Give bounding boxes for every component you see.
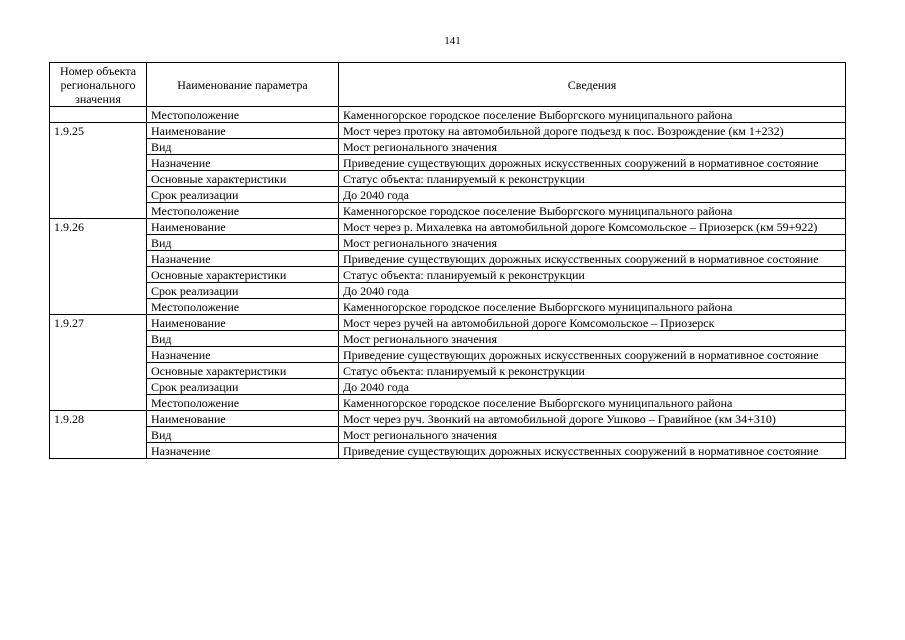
details-cell: Статус объекта: планируемый к реконструкции [339, 363, 846, 379]
table-row [50, 235, 846, 251]
header-object-number: Номер объекта регионального значения [50, 63, 147, 107]
details-cell: Приведение существующих дорожных искусственных сооружений в нормативное состояние [339, 155, 846, 171]
details-cell: Приведение существующих дорожных искусственных сооружений в нормативное состояние [339, 251, 846, 267]
parameter-cell: Вид [147, 139, 339, 155]
table-row [50, 347, 846, 363]
parameter-cell: Местоположение [147, 107, 339, 123]
details-cell: Мост через руч. Звонкий на автомобильной дороге Ушково – Гравийное (км 34+310) [339, 411, 846, 427]
details-cell: Мост регионального значения [339, 235, 846, 251]
parameter-cell: Наименование [147, 123, 339, 139]
parameter-cell: Срок реализации [147, 283, 339, 299]
parameter-cell: Назначение [147, 251, 339, 267]
details-cell: Мост регионального значения [339, 331, 846, 347]
details-cell: Каменногорское городское поселение Выборгского муниципального района [339, 203, 846, 219]
table-row [50, 187, 846, 203]
details-cell: Мост регионального значения [339, 139, 846, 155]
object-number-cell: 1.9.25 [50, 123, 147, 219]
details-cell: Мост через ручей на автомобильной дороге Комсомольское – Приозерск [339, 315, 846, 331]
object-number-cell: 1.9.26 [50, 219, 147, 315]
parameter-cell: Наименование [147, 315, 339, 331]
parameter-cell: Местоположение [147, 395, 339, 411]
details-cell: Статус объекта: планируемый к реконструкции [339, 171, 846, 187]
details-cell: Мост регионального значения [339, 427, 846, 443]
parameter-cell: Местоположение [147, 203, 339, 219]
details-cell: Приведение существующих дорожных искусственных сооружений в нормативное состояние [339, 347, 846, 363]
table-row [50, 267, 846, 283]
table-row [50, 299, 846, 315]
parameter-cell: Вид [147, 427, 339, 443]
details-cell: Каменногорское городское поселение Выборгского муниципального района [339, 395, 846, 411]
table-row [50, 283, 846, 299]
table-row [50, 315, 846, 331]
parameter-cell: Основные характеристики [147, 171, 339, 187]
table-row [50, 219, 846, 235]
details-cell: Статус объекта: планируемый к реконструкции [339, 267, 846, 283]
details-cell: Приведение существующих дорожных искусственных сооружений в нормативное состояние [339, 443, 846, 459]
parameter-cell: Наименование [147, 219, 339, 235]
details-cell: До 2040 года [339, 187, 846, 203]
table-row [50, 427, 846, 443]
table-row [50, 331, 846, 347]
parameter-cell: Срок реализации [147, 187, 339, 203]
objects-table [49, 62, 846, 459]
details-cell: Каменногорское городское поселение Выборгского муниципального района [339, 299, 846, 315]
table-row [50, 251, 846, 267]
parameter-cell: Срок реализации [147, 379, 339, 395]
parameter-cell: Назначение [147, 347, 339, 363]
page-number: 141 [444, 35, 461, 47]
parameter-cell: Местоположение [147, 299, 339, 315]
parameter-cell: Назначение [147, 443, 339, 459]
table-row [50, 363, 846, 379]
header-parameter: Наименование параметра [147, 63, 339, 107]
object-number-cell [50, 107, 147, 123]
object-number-cell: 1.9.28 [50, 411, 147, 459]
table-row [50, 203, 846, 219]
table-row [50, 139, 846, 155]
table-row [50, 395, 846, 411]
table-row [50, 379, 846, 395]
table-row [50, 171, 846, 187]
table-row [50, 107, 846, 123]
table-header-row [50, 63, 846, 107]
parameter-cell: Вид [147, 331, 339, 347]
parameter-cell: Основные характеристики [147, 363, 339, 379]
table-row [50, 411, 846, 427]
table-row [50, 123, 846, 139]
parameter-cell: Основные характеристики [147, 267, 339, 283]
table-row [50, 155, 846, 171]
details-cell: Мост через протоку на автомобильной дороге подъезд к пос. Возрождение (км 1+232) [339, 123, 846, 139]
details-cell: До 2040 года [339, 379, 846, 395]
parameter-cell: Назначение [147, 155, 339, 171]
parameter-cell: Наименование [147, 411, 339, 427]
header-details: Сведения [339, 63, 846, 107]
table-row [50, 443, 846, 459]
parameter-cell: Вид [147, 235, 339, 251]
details-cell: До 2040 года [339, 283, 846, 299]
object-number-cell: 1.9.27 [50, 315, 147, 411]
details-cell: Каменногорское городское поселение Выборгского муниципального района [339, 107, 846, 123]
details-cell: Мост через р. Михалевка на автомобильной дороге Комсомольское – Приозерск (км 59+922) [339, 219, 846, 235]
